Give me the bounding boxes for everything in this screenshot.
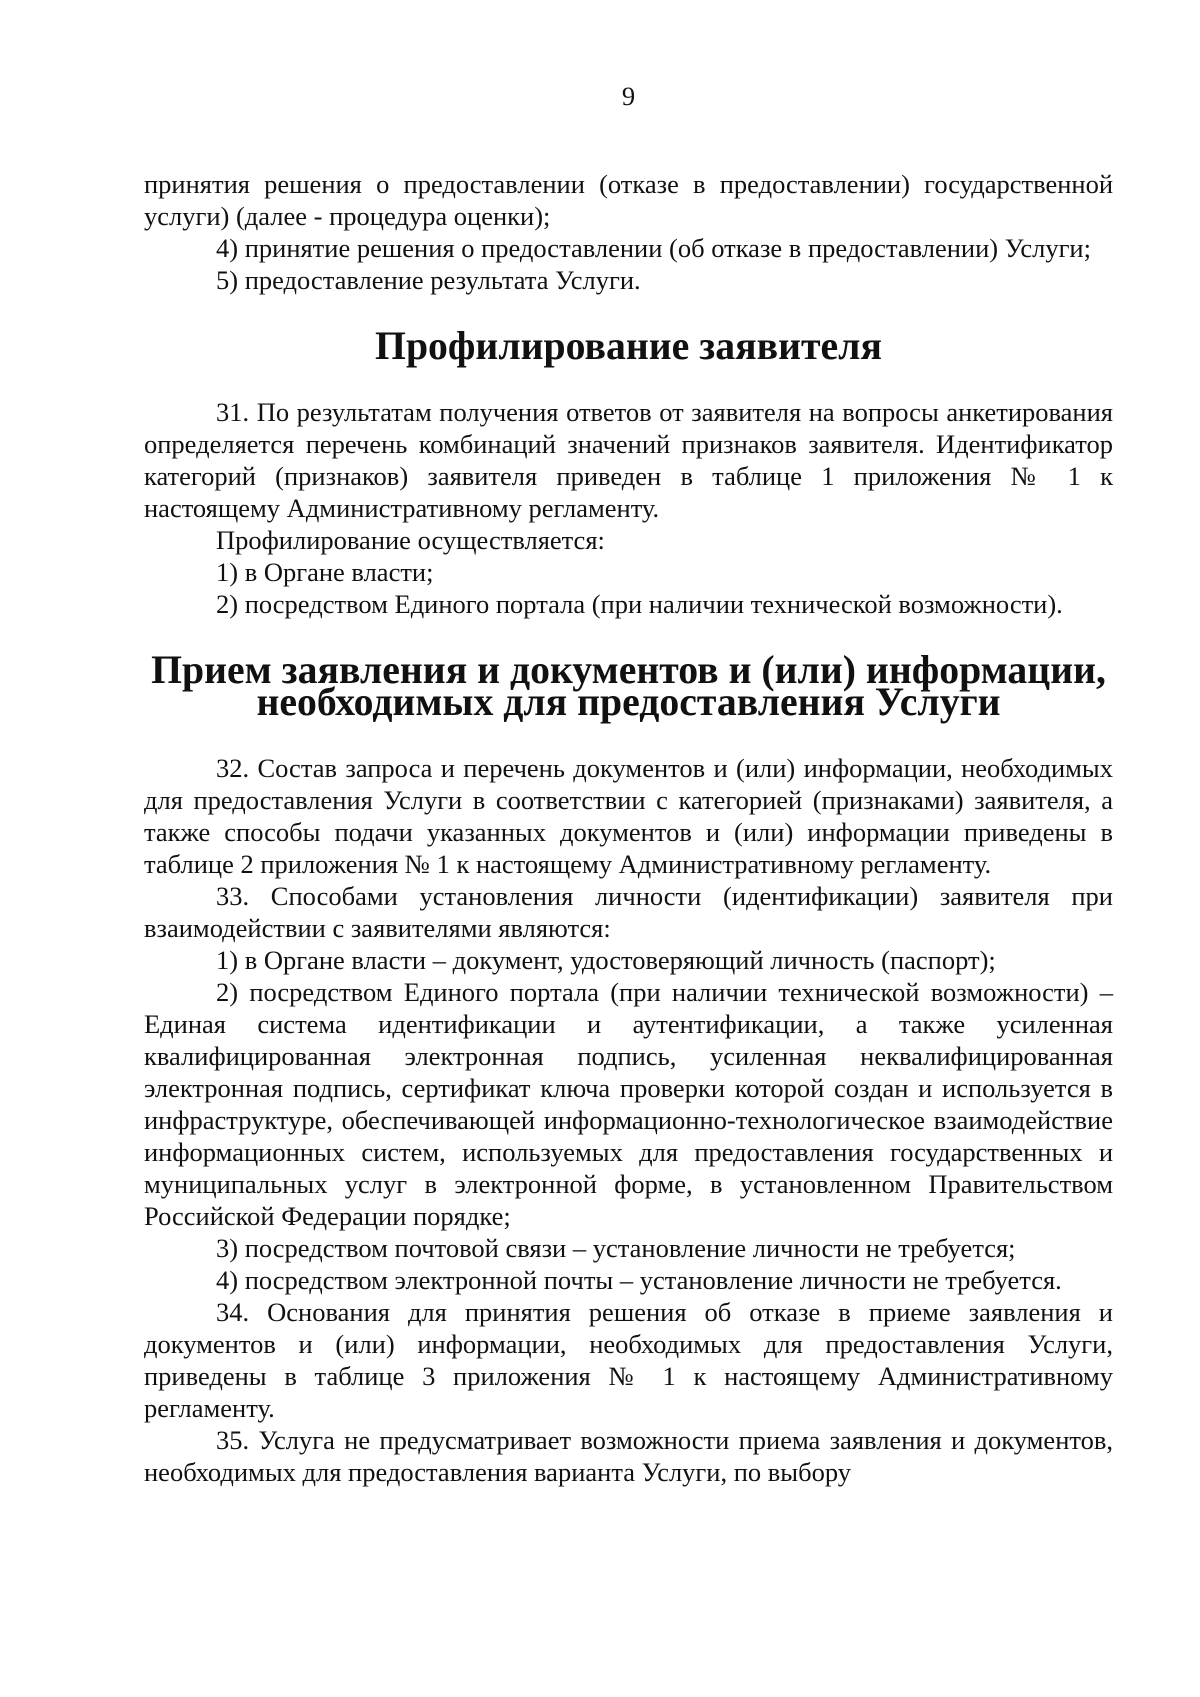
paragraph-profiling-item-1: 1) в Органе власти; [216,557,434,587]
section-heading-application-intake [144,648,1113,724]
paragraph-profiling-intro: Профилирование осуществляется: [216,525,605,555]
paragraph-profiling-item-2: 2) посредством Единого портала (при наличии технической возможности). [216,589,1063,619]
section-heading-profiling [144,324,1113,368]
paragraph-31: 31. По результатам получения ответов от заявителя на вопросы анкетирования определяется перечень комбинаций значений признаков заявителя. Идентификатор категорий (признаков) заявителя приведен в таблице 1 приложения № 1 к настоящему Административному регламенту. [144,397,1113,523]
paragraph-35: 35. Услуга не предусматривает возможности приема заявления и документов, необходимых для предоставления варианта Услуги, по выбору [144,1425,1113,1487]
paragraph-item-4: 4) принятие решения о предоставлении (об отказе в предоставлении) Услуги; [216,233,1091,263]
section-heading-line-2: необходимых для предоставления Услуги [256,680,1001,724]
paragraph-33-item-4: 4) посредством электронной почты – установление личности не требуется. [216,1265,1062,1295]
paragraph-item-5: 5) предоставление результата Услуги. [216,265,641,295]
paragraph-32: 32. Состав запроса и перечень документов и (или) информации, необходимых для предоставления Услуги в соответствии с категорией (признаками) заявителя, а также способы подачи указанных документов и (или) информации приведены в таблице 2 приложения № 1 к настоящему Административному регламенту. [144,753,1113,879]
paragraph-33-item-3: 3) посредством почтовой связи – установление личности не требуется; [216,1233,1016,1263]
page-number: 9 [621,81,636,111]
paragraph-33: 33. Способами установления личности (идентификации) заявителя при взаимодействии с заявителями являются: [144,881,1113,943]
paragraph-continuation: принятия решения о предоставлении (отказе в предоставлении) государственной услуги) (далее - процедура оценки); [144,169,1113,231]
section-heading-profiling-text: Профилирование заявителя [375,324,882,368]
section-heading-line-1: Прием заявления и документов и (или) информации, [151,648,1106,692]
paragraph-33-item-2: 2) посредством Единого портала (при наличии технической возможности) – Единая система идентификации и аутентификации, а также усиленная квалифицированная электронная подпись, усиленная неквалифицированная электронная подпись, сертификат ключа проверки которой создан и используется в инфраструктуре, обеспечивающей информационно-технологическое взаимодействие информационных систем, используемых для предоставления государственных и муниципальных услуг в электронной форме, в установленном Правительством Российской Федерации порядке; [144,977,1113,1231]
paragraph-34: 34. Основания для принятия решения об отказе в приеме заявления и документов и (или) информации, необходимых для предоставления Услуги, приведены в таблице 3 приложения № 1 к настоящему Административному регламенту. [144,1297,1113,1423]
paragraph-33-item-1: 1) в Органе власти – документ, удостоверяющий личность (паспорт); [216,945,996,975]
